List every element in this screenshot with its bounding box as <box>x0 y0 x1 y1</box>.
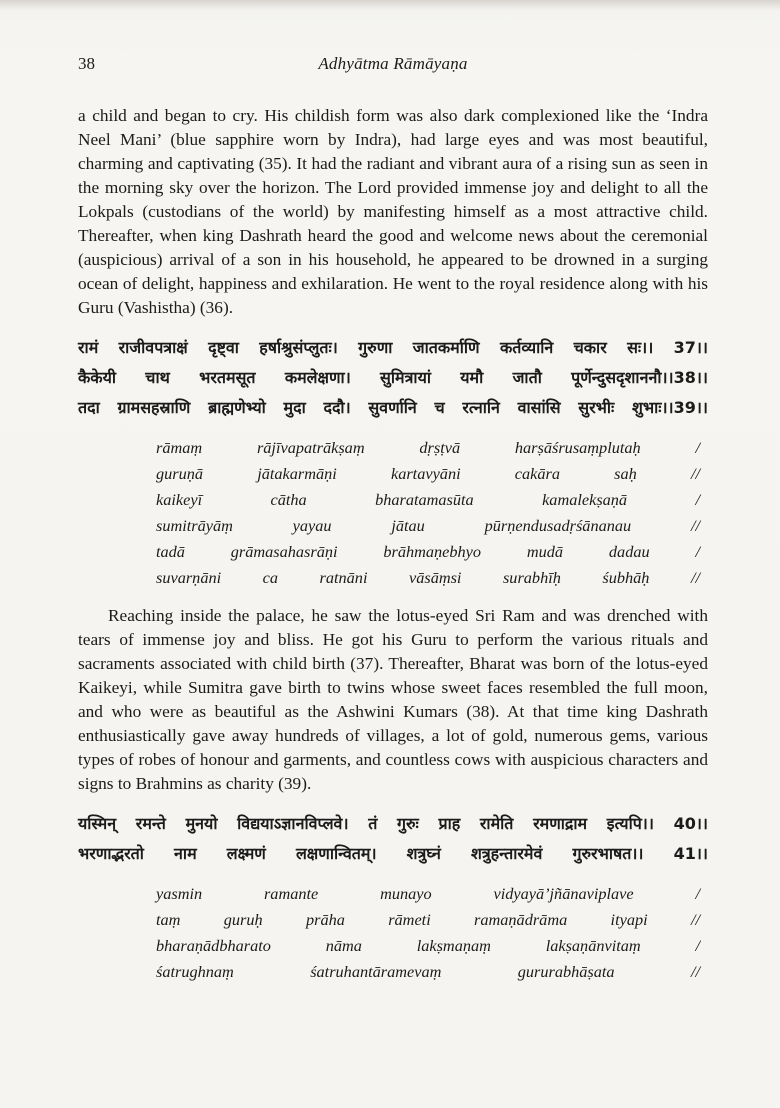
paragraph-english-2: Reaching inside the palace, he saw the lotus-eyed Sri Ram and was drenched with tears of immense joy and bliss. He got his Guru to perform the various rituals and sacraments associated with child birth (37). Thereafter, Bharat was born of the lotus-eyed Kaikeyi, while Sumitra gave birth to twins whose sweet faces resembled the full moon, and who were as beautiful as the Ashwini Kumars (38). At that time king Dashrath enthusiastically gave away hundreds of villages, a lot of gold, numerous gems, various types of robes of honour and garments, and countless cows with auspicious characters and signs to Brahmins as charity (39). <box>78 606 708 793</box>
sanskrit-verse-line: रामं राजीवपत्राक्षं दृष्ट्वा हर्षाश्रुसंप्लुतः। गुरुणा जातकर्माणि कर्तव्यानि चकार सः।। 37।। <box>78 338 708 357</box>
sanskrit-verse-block-1 <box>78 333 708 423</box>
transliteration-line: tadā grāmasahasrāṇi brāhmaṇebhyo mudā dadau / <box>156 542 700 561</box>
sanskrit-verse-line: भरणाद्भरतो नाम लक्ष्मणं लक्षणान्वितम्। शत्रुघ्नं शत्रुहन्तारमेवं गुरुरभाषत।। 41।। <box>78 844 708 863</box>
sanskrit-verse-line: कैकेयी चाथ भरतमसूत कमलेक्षणा। सुमित्रायां यमौ जातौ पूर्णेन्दुसदृशाननौ।।38।। <box>78 368 708 387</box>
transliteration-line: yasmin ramante munayo vidyayā’jñānaviplave / <box>156 884 700 903</box>
transliteration-line: sumitrāyāṃ yayau jātau pūrṇendusadṛśānanau // <box>156 516 700 535</box>
transliteration-line: kaikeyī cātha bharatamasūta kamalekṣaṇā / <box>156 490 700 509</box>
transliteration-line: guruṇā jātakarmāṇi kartavyāni cakāra saḥ // <box>156 464 700 483</box>
transliteration-block-2 <box>156 881 700 985</box>
paragraph-english-1: a child and began to cry. His childish form was also dark complexioned like the ‘Indra Neel Mani’ (blue sapphire worn by Indra), had large eyes and was most beautiful, charming and captivating (35). It had the radiant and vibrant aura of a rising sun as seen in the morning sky over the horizon. The Lord provided immense joy and delight to all the Lokpals (custodians of the world) by manifesting himself as a most attractive child. Thereafter, when king Dashrath heard the good and welcome news about the ceremonial (auspicious) arrival of a son in his household, he appeared to be drowned in a surging ocean of delight, happiness and exhilaration. He went to the royal residence along with his Guru (Vashistha) (36). <box>78 106 708 317</box>
transliteration-block-1 <box>156 435 700 591</box>
transliteration-line: taṃ guruḥ prāha rāmeti ramaṇādrāma ityapi // <box>156 910 700 929</box>
sanskrit-verse-line: यस्मिन् रमन्ते मुनयो विद्ययाऽज्ञानविप्लवे। तं गुरुः प्राह रामेति रमणाद्राम इत्यपि।। 40।। <box>78 814 708 833</box>
transliteration-line: suvarṇāni ca ratnāni vāsāṃsi surabhīḥ śubhāḥ // <box>156 568 700 587</box>
transliteration-line: śatrughnaṃ śatruhantāramevaṃ gururabhāṣata // <box>156 962 700 981</box>
book-title: Adhyātma Rāmāyaṇa <box>318 54 468 73</box>
transliteration-line: bharaṇādbharato nāma lakṣmaṇaṃ lakṣaṇānvitaṃ / <box>156 936 700 955</box>
page-header <box>78 54 708 78</box>
sanskrit-verse-block-2 <box>78 809 708 869</box>
sanskrit-verse-line: तदा ग्रामसहस्राणि ब्राह्मणेभ्यो मुदा ददौ। सुवर्णानि च रत्नानि वासांसि सुरभीः शुभाः।।39।। <box>78 398 708 417</box>
page-number: 38 <box>78 54 95 73</box>
transliteration-line: rāmaṃ rājīvapatrākṣaṃ dṛṣṭvā harṣāśrusaṃplutaḥ / <box>156 438 700 457</box>
